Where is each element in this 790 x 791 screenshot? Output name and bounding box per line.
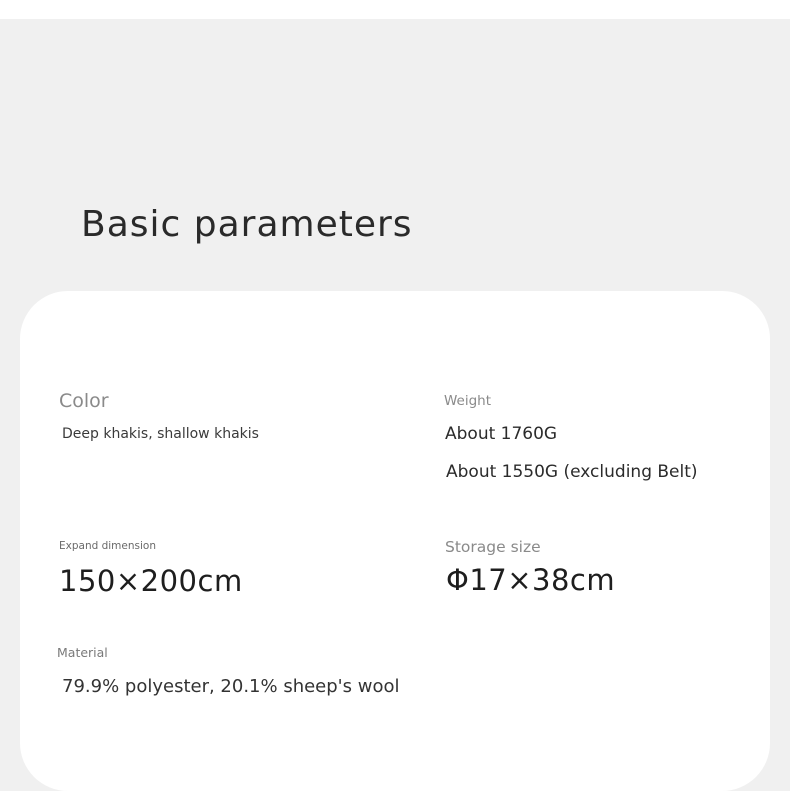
- page-title: Basic parameters: [81, 204, 413, 246]
- material-label: Material: [57, 645, 108, 660]
- color-label: Color: [59, 390, 109, 412]
- storage-size-label: Storage size: [445, 538, 541, 556]
- top-strip: [0, 0, 790, 19]
- weight-value-1: About 1760G: [445, 424, 558, 444]
- weight-value-2: About 1550G (excluding Belt): [446, 462, 698, 482]
- expand-dimension-value: 150×200cm: [59, 564, 243, 598]
- weight-label: Weight: [444, 393, 492, 409]
- storage-size-value: Φ17×38cm: [446, 563, 616, 597]
- expand-dimension-label: Expand dimension: [59, 540, 156, 552]
- material-value: 79.9% polyester, 20.1% sheep's wool: [62, 676, 400, 697]
- color-value: Deep khakis, shallow khakis: [62, 426, 259, 442]
